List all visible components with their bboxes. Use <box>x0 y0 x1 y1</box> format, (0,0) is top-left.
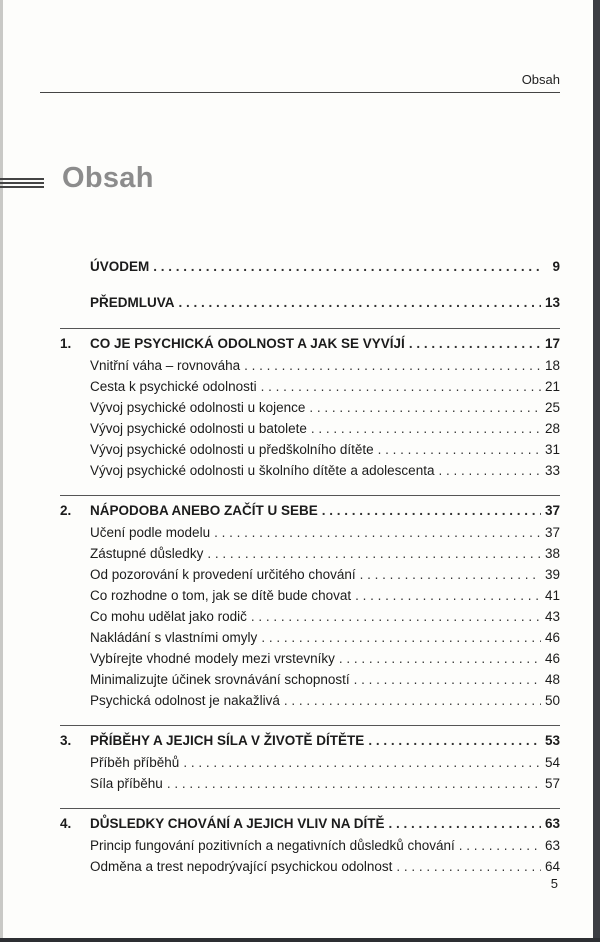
dot-leader <box>396 856 541 877</box>
section-divider <box>60 328 560 329</box>
toc-chapter-entry <box>60 813 560 835</box>
entry-page-number: 18 <box>544 358 560 373</box>
entry-title: Cesta k psychické odolnosti <box>90 379 257 394</box>
toc-subentry <box>60 773 560 794</box>
toc-subentry <box>60 397 560 418</box>
section-divider <box>60 808 560 809</box>
entry-title: Vnitřní váha – rovnováha <box>90 358 241 373</box>
entry-title: Učení podle modelu <box>90 525 211 540</box>
toc-chapter-entry <box>60 500 560 522</box>
dot-leader <box>354 669 541 690</box>
entry-page-number: 63 <box>544 838 560 853</box>
entry-page-number: 25 <box>544 400 560 415</box>
entry-title: Odměna a trest nepodrývající psychickou odolnost <box>90 859 393 874</box>
dot-leader <box>438 460 541 481</box>
toc-subentry <box>60 627 560 648</box>
dot-leader <box>251 606 541 627</box>
dot-leader <box>360 564 541 585</box>
dot-leader <box>207 543 541 564</box>
entry-page-number: 31 <box>544 442 560 457</box>
chapter-number: 3. <box>60 733 72 748</box>
entry-title: Co mohu udělat jako rodič <box>90 609 247 624</box>
toc-chapter-entry <box>60 333 560 355</box>
dot-leader <box>261 627 541 648</box>
dot-leader <box>284 690 541 711</box>
toc-chapter-entry <box>60 292 560 314</box>
dot-leader <box>214 522 541 543</box>
toc-section <box>60 495 560 711</box>
entry-page-number: 17 <box>544 336 560 351</box>
entry-title: Psychická odolnost je nakažlivá <box>90 693 280 708</box>
entry-page-number: 46 <box>544 651 560 666</box>
book-spine-edge <box>593 0 600 942</box>
toc-subentry <box>60 752 560 773</box>
entry-page-number: 63 <box>544 816 560 831</box>
toc-subentry <box>60 585 560 606</box>
toc-subentry <box>60 355 560 376</box>
entry-page-number: 50 <box>544 693 560 708</box>
entry-page-number: 48 <box>544 672 560 687</box>
dot-leader <box>309 397 541 418</box>
entry-title: Zástupné důsledky <box>90 546 204 561</box>
dot-leader <box>355 585 541 606</box>
toc-chapter-entry <box>60 256 560 278</box>
entry-title: Vybírejte vhodné modely mezi vrstevníky <box>90 651 335 666</box>
chapter-number: 2. <box>60 503 72 518</box>
toc-section <box>60 808 560 877</box>
dot-leader <box>183 752 541 773</box>
entry-title: Vývoj psychické odolnosti u kojence <box>90 400 306 415</box>
dot-leader <box>368 730 541 752</box>
dot-leader <box>409 333 541 355</box>
entry-title: Vývoj psychické odolnosti u školního dítěte a adolescenta <box>90 463 435 478</box>
toc-subentry <box>60 835 560 856</box>
toc-subentry <box>60 564 560 585</box>
page-number: 5 <box>550 876 558 891</box>
page-title: Obsah <box>62 162 154 194</box>
chapter-number: 4. <box>60 816 72 831</box>
entry-title: Síla příběhu <box>90 776 163 791</box>
dot-leader <box>167 773 541 794</box>
entry-page-number: 37 <box>544 525 560 540</box>
table-of-contents <box>60 256 560 877</box>
chapter-number: 1. <box>60 336 72 351</box>
entry-page-number: 39 <box>544 567 560 582</box>
dot-leader <box>389 813 541 835</box>
entry-title: CO JE PSYCHICKÁ ODOLNOST A JAK SE VYVÍJÍ <box>90 336 405 351</box>
toc-section <box>60 328 560 481</box>
entry-title: Od pozorování k provedení určitého chování <box>90 567 356 582</box>
toc-subentry <box>60 543 560 564</box>
entry-title: Vývoj psychické odolnosti u předškolního dítěte <box>90 442 374 457</box>
entry-page-number: 38 <box>544 546 560 561</box>
toc-subentry <box>60 376 560 397</box>
title-stripes-ornament <box>0 178 44 188</box>
toc-subentry <box>60 522 560 543</box>
toc-subentry <box>60 648 560 669</box>
entry-page-number: 64 <box>544 859 560 874</box>
toc-chapter-entry <box>60 730 560 752</box>
entry-page-number: 53 <box>544 733 560 748</box>
dot-leader <box>322 500 541 522</box>
entry-title: DŮSLEDKY CHOVÁNÍ A JEJICH VLIV NA DÍTĚ <box>90 816 385 831</box>
entry-title: ÚVODEM <box>90 259 150 274</box>
toc-section <box>60 256 560 278</box>
entry-page-number: 43 <box>544 609 560 624</box>
dot-leader <box>311 418 541 439</box>
entry-title: Co rozhodne o tom, jak se dítě bude chovat <box>90 588 352 603</box>
entry-title: PŘÍBĚHY A JEJICH SÍLA V ŽIVOTĚ DÍTĚTE <box>90 733 365 748</box>
entry-title: NÁPODOBA ANEBO ZAČÍT U SEBE <box>90 503 318 518</box>
entry-page-number: 28 <box>544 421 560 436</box>
entry-page-number: 21 <box>544 379 560 394</box>
page-edge-left <box>0 0 3 942</box>
header-rule <box>40 92 560 93</box>
entry-page-number: 46 <box>544 630 560 645</box>
entry-title: Nakládání s vlastními omyly <box>90 630 258 645</box>
dot-leader <box>261 376 541 397</box>
section-divider <box>60 495 560 496</box>
entry-page-number: 9 <box>552 259 560 274</box>
toc-subentry <box>60 439 560 460</box>
entry-page-number: 41 <box>544 588 560 603</box>
entry-page-number: 33 <box>544 463 560 478</box>
entry-title: Princip fungování pozitivních a negativních důsledků chování <box>90 838 455 853</box>
entry-page-number: 13 <box>544 295 560 310</box>
entry-title: PŘEDMLUVA <box>90 295 175 310</box>
dot-leader <box>179 292 541 314</box>
toc-section <box>60 725 560 794</box>
entry-page-number: 37 <box>544 503 560 518</box>
entry-title: Příběh příběhů <box>90 755 180 770</box>
toc-subentry <box>60 669 560 690</box>
toc-subentry <box>60 856 560 877</box>
toc-section <box>60 292 560 314</box>
entry-page-number: 54 <box>544 755 560 770</box>
dot-leader <box>459 835 541 856</box>
toc-subentry <box>60 606 560 627</box>
toc-subentry <box>60 418 560 439</box>
dot-leader <box>244 355 541 376</box>
running-head: Obsah <box>521 72 560 87</box>
page-edge-bottom <box>0 938 600 942</box>
dot-leader <box>153 256 542 278</box>
dot-leader <box>378 439 541 460</box>
dot-leader <box>339 648 541 669</box>
entry-page-number: 57 <box>544 776 560 791</box>
toc-subentry <box>60 690 560 711</box>
entry-title: Minimalizujte účinek srovnávání schopností <box>90 672 350 687</box>
toc-subentry <box>60 460 560 481</box>
section-divider <box>60 725 560 726</box>
entry-title: Vývoj psychické odolnosti u batolete <box>90 421 307 436</box>
